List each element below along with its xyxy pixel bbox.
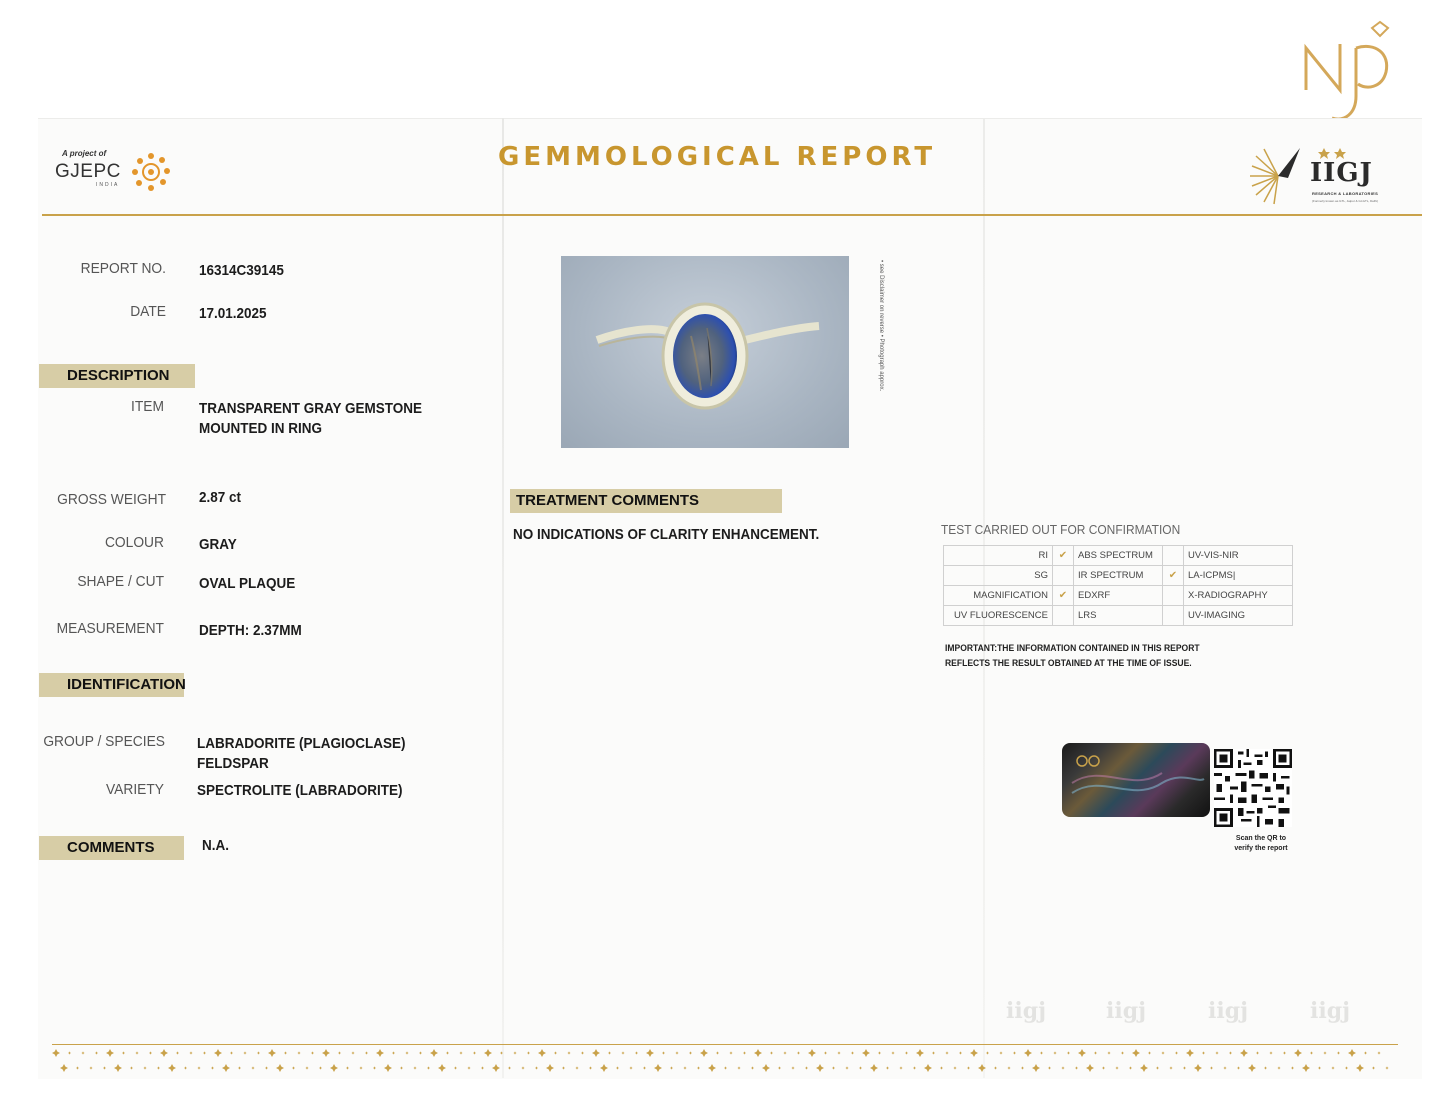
star-ornament [616, 1066, 619, 1069]
star-ornament [1202, 1051, 1205, 1054]
tests-row [944, 566, 1293, 586]
star-ornament [1372, 1066, 1375, 1069]
star-ornament [646, 1049, 654, 1057]
star-ornament [500, 1051, 503, 1054]
star-ornament [967, 1066, 970, 1069]
star-ornament [899, 1066, 902, 1069]
gjepc-project-text: A project of [62, 149, 107, 158]
star-ornament [481, 1066, 484, 1069]
star-ornament [311, 1051, 314, 1054]
star-ornament [1156, 1066, 1159, 1069]
star-ornament [1075, 1066, 1078, 1069]
star-ornament [851, 1051, 854, 1054]
star-ornament [438, 1064, 446, 1072]
gjepc-sun-icon [131, 152, 171, 192]
star-ornament [1129, 1066, 1132, 1069]
star-ornament [103, 1066, 106, 1069]
star-ornament [1229, 1051, 1232, 1054]
star-ornament [1377, 1051, 1380, 1054]
star-ornament [729, 1051, 732, 1054]
test-name: UV FLUORESCENCE [944, 606, 1053, 626]
star-ornament [1102, 1066, 1105, 1069]
star-ornament [330, 1064, 338, 1072]
star-ornament [567, 1051, 570, 1054]
test-name: ABS SPECTRUM [1074, 546, 1163, 566]
report-title: GEMMOLOGICAL REPORT [498, 142, 937, 172]
star-ornament [1078, 1049, 1086, 1057]
colour-value: GRAY [199, 536, 237, 553]
star-ornament [1283, 1051, 1286, 1054]
identification-heading: IDENTIFICATION [39, 673, 184, 697]
star-ornament [292, 1066, 295, 1069]
star-ornament [160, 1049, 168, 1057]
star-ornament [1086, 1064, 1094, 1072]
star-ornament [1302, 1064, 1310, 1072]
star-ornament [189, 1051, 192, 1054]
star-ornament [527, 1051, 530, 1054]
tests-title: TEST CARRIED OUT FOR CONFIRMATION [941, 522, 1181, 537]
star-ornament [737, 1066, 740, 1069]
iigj-logo-text: IIGJ [1310, 158, 1373, 188]
test-name: IR SPECTRUM [1074, 566, 1163, 586]
star-ornament [554, 1051, 557, 1054]
empty-check-cell [1163, 586, 1184, 606]
star-ornament [238, 1066, 241, 1069]
star-ornament [1194, 1064, 1202, 1072]
star-ornament [697, 1066, 700, 1069]
star-ornament [1364, 1051, 1367, 1054]
star-ornament [608, 1051, 611, 1054]
star-ornament [1323, 1051, 1326, 1054]
fold-line [502, 118, 504, 1078]
group-species-label: GROUP / SPECIES [43, 733, 165, 750]
star-ornament [945, 1051, 948, 1054]
star-ornament [419, 1051, 422, 1054]
star-ornament [1337, 1051, 1340, 1054]
colour-label: COLOUR [104, 534, 164, 551]
star-ornament [492, 1064, 500, 1072]
star-ornament [1121, 1051, 1124, 1054]
star-ornament [484, 1049, 492, 1057]
star-ornament [791, 1066, 794, 1069]
star-ornament [970, 1049, 978, 1057]
star-ornament [1007, 1066, 1010, 1069]
star-ornament [276, 1064, 284, 1072]
star-ornament [1186, 1049, 1194, 1057]
qr-scan-caption [1226, 834, 1296, 854]
star-ornament [600, 1064, 608, 1072]
star-ornament [1294, 1049, 1302, 1057]
star-ornament [940, 1066, 943, 1069]
test-name: UV-VIS-NIR [1184, 546, 1293, 566]
star-ornament [251, 1066, 254, 1069]
star-ornament [60, 1064, 68, 1072]
star-ornament [319, 1066, 322, 1069]
star-ornament [837, 1051, 840, 1054]
star-ornament [1310, 1051, 1313, 1054]
qr-scan-line2: verify the report [1234, 845, 1288, 852]
check-icon: ✔ [1053, 546, 1074, 566]
star-ornament [654, 1064, 662, 1072]
star-ornament [346, 1066, 349, 1069]
star-ornament [1248, 1064, 1256, 1072]
test-name: MAGNIFICATION [944, 586, 1053, 606]
star-ornament [629, 1066, 632, 1069]
star-ornament [592, 1049, 600, 1057]
star-ornament [89, 1066, 92, 1069]
star-ornament [1183, 1066, 1186, 1069]
photo-disclaimer: • see Disclaimer on reverse • Photograph approx. [878, 260, 884, 392]
star-ornament [1040, 1051, 1043, 1054]
description-heading: DESCRIPTION [39, 364, 195, 388]
qr-code[interactable] [1214, 749, 1292, 827]
comments-value: N.A. [202, 837, 229, 854]
star-ornament [978, 1064, 986, 1072]
empty-check-cell [1163, 546, 1184, 566]
star-ornament [662, 1051, 665, 1054]
star-ornament [670, 1066, 673, 1069]
star-ornament [1148, 1051, 1151, 1054]
test-name: LRS [1074, 606, 1163, 626]
star-ornament [1318, 1066, 1321, 1069]
star-ornament [1169, 1066, 1172, 1069]
star-ornament [473, 1051, 476, 1054]
star-ornament [168, 1064, 176, 1072]
star-ornament [916, 1049, 924, 1057]
important-note [945, 641, 1242, 671]
hologram-sticker [1062, 743, 1210, 817]
star-ornament [1032, 1064, 1040, 1072]
star-ornament [1356, 1064, 1364, 1072]
tests-row [944, 586, 1293, 606]
star-ornament [284, 1051, 287, 1054]
star-ornament [1215, 1051, 1218, 1054]
star-ornament [122, 1051, 125, 1054]
star-ornament [824, 1051, 827, 1054]
star-ornament [1291, 1066, 1294, 1069]
header-divider [42, 214, 1422, 216]
star-ornament [1053, 1051, 1056, 1054]
star-ornament [197, 1066, 200, 1069]
star-ornament [130, 1066, 133, 1069]
star-ornament [538, 1049, 546, 1057]
star-ornament [905, 1051, 908, 1054]
report-no-label: REPORT NO. [80, 260, 166, 277]
date-value: 17.01.2025 [199, 305, 267, 322]
star-ornament [986, 1051, 989, 1054]
star-ornament [805, 1066, 808, 1069]
star-ornament [878, 1051, 881, 1054]
star-ornament [581, 1051, 584, 1054]
star-ornament [143, 1066, 146, 1069]
qr-scan-line1: Scan the QR to [1235, 835, 1287, 842]
star-ornament [1048, 1066, 1051, 1069]
test-name: RI [944, 546, 1053, 566]
star-ornament [1094, 1051, 1097, 1054]
star-ornament [1115, 1066, 1118, 1069]
star-ornament [891, 1051, 894, 1054]
tests-table [943, 545, 1293, 626]
star-ornament [376, 1049, 384, 1057]
shape-cut-label: SHAPE / CUT [77, 573, 164, 590]
test-name: EDXRF [1074, 586, 1163, 606]
star-ornament [778, 1066, 781, 1069]
star-ornament [589, 1066, 592, 1069]
group-species-value-line2: FELDSPAR [197, 755, 269, 772]
star-ornament [351, 1051, 354, 1054]
star-ornament [52, 1049, 60, 1057]
variety-value: SPECTROLITE (LABRADORITE) [197, 782, 403, 799]
star-ornament [808, 1049, 816, 1057]
star-ornament [959, 1051, 962, 1054]
star-ornament [257, 1051, 260, 1054]
star-ornament [999, 1051, 1002, 1054]
star-ornament [373, 1066, 376, 1069]
star-ornament [683, 1066, 686, 1069]
star-ornament [114, 1064, 122, 1072]
star-ornament [675, 1051, 678, 1054]
star-ornament [562, 1066, 565, 1069]
star-ornament [365, 1051, 368, 1054]
star-ornament [521, 1066, 524, 1069]
empty-check-cell [1053, 606, 1074, 626]
star-ornament [384, 1064, 392, 1072]
iigj-watermark: iigj [1006, 998, 1047, 1024]
iigj-watermark: iigj [1310, 998, 1351, 1024]
star-ornament [1024, 1049, 1032, 1057]
iigj-subtitle: RESEARCH & LABORATORIES [1312, 191, 1379, 196]
star-ornament [1107, 1051, 1110, 1054]
star-ornament [832, 1066, 835, 1069]
star-ornament [268, 1049, 276, 1057]
star-ornament [95, 1051, 98, 1054]
star-ornament [106, 1049, 114, 1057]
star-ornament [1269, 1051, 1272, 1054]
star-ornament [1067, 1051, 1070, 1054]
star-ornament [1237, 1066, 1240, 1069]
star-ornament [1345, 1066, 1348, 1069]
iigj-watermark: iigj [1106, 998, 1147, 1024]
star-ornament [932, 1051, 935, 1054]
test-name: SG [944, 566, 1053, 586]
item-label: ITEM [131, 398, 164, 415]
gross-weight-value: 2.87 ct [199, 489, 242, 506]
star-ornament [1021, 1066, 1024, 1069]
star-ornament [621, 1051, 624, 1054]
star-ornament [689, 1051, 692, 1054]
star-ornament [454, 1066, 457, 1069]
footer-star-border [52, 1040, 1398, 1076]
star-ornament [535, 1066, 538, 1069]
star-ornament [546, 1064, 554, 1072]
star-ornament [413, 1066, 416, 1069]
star-ornament [716, 1051, 719, 1054]
star-ornament [1385, 1066, 1388, 1069]
test-name: UV-IMAGING [1184, 606, 1293, 626]
check-icon: ✔ [1163, 566, 1184, 586]
date-label: DATE [130, 303, 166, 320]
star-ornament [862, 1049, 870, 1057]
comments-heading: COMMENTS [39, 836, 184, 860]
star-ornament [149, 1051, 152, 1054]
star-ornament [770, 1051, 773, 1054]
star-ornament [81, 1051, 84, 1054]
group-species-value-line1: LABRADORITE (PLAGIOCLASE) [197, 735, 406, 752]
star-ornament [1210, 1066, 1213, 1069]
star-ornament [994, 1066, 997, 1069]
star-ornament [1140, 1064, 1148, 1072]
star-ornament [211, 1066, 214, 1069]
treatment-comments-value: NO INDICATIONS OF CLARITY ENHANCEMENT. [513, 526, 820, 543]
nj-brand-logo [1296, 18, 1400, 130]
star-ornament [230, 1051, 233, 1054]
star-ornament [816, 1064, 824, 1072]
star-ornament [446, 1051, 449, 1054]
star-ornament [751, 1066, 754, 1069]
tests-row [944, 546, 1293, 566]
gjepc-logo-text: GJEPC [55, 161, 121, 182]
star-ornament [392, 1051, 395, 1054]
star-ornament [708, 1064, 716, 1072]
star-ornament [1264, 1066, 1267, 1069]
star-ornament [243, 1051, 246, 1054]
star-ornament [135, 1051, 138, 1054]
variety-label: VARIETY [105, 781, 164, 798]
star-ornament [214, 1049, 222, 1057]
star-ornament [322, 1049, 330, 1057]
star-ornament [743, 1051, 746, 1054]
star-ornament [643, 1066, 646, 1069]
star-ornament [1061, 1066, 1064, 1069]
star-ornament [1331, 1066, 1334, 1069]
star-ornament [508, 1066, 511, 1069]
star-ornament [265, 1066, 268, 1069]
star-ornament [1013, 1051, 1016, 1054]
important-text: THE INFORMATION CONTAINED IN THIS REPORT REFLECTS THE RESULT OBTAINED AT THE TIME OF ISSUE. [945, 643, 1200, 669]
star-ornament [184, 1066, 187, 1069]
star-ornament [845, 1066, 848, 1069]
star-ornament [924, 1064, 932, 1072]
star-ornament [203, 1051, 206, 1054]
star-ornament [1161, 1051, 1164, 1054]
test-name: X-RADIOGRAPHY [1184, 586, 1293, 606]
item-value-line2: MOUNTED IN RING [199, 420, 323, 437]
check-icon: ✔ [1053, 586, 1074, 606]
star-ornament [700, 1049, 708, 1057]
item-value-line1: TRANSPARENT GRAY GEMSTONE [199, 400, 423, 417]
star-ornament [459, 1051, 462, 1054]
measurement-value: DEPTH: 2.37MM [199, 622, 302, 639]
gjepc-country: INDIA [96, 182, 120, 188]
star-ornament [762, 1064, 770, 1072]
important-prefix: IMPORTANT: [945, 643, 998, 654]
star-ornament [635, 1051, 638, 1054]
star-ornament [913, 1066, 916, 1069]
star-ornament [724, 1066, 727, 1069]
star-ornament [1223, 1066, 1226, 1069]
star-ornament [467, 1066, 470, 1069]
star-ornament [68, 1051, 71, 1054]
empty-check-cell [1053, 566, 1074, 586]
star-ornament [1132, 1049, 1140, 1057]
empty-check-cell [1163, 606, 1184, 626]
tests-row [944, 606, 1293, 626]
star-ornament [297, 1051, 300, 1054]
star-ornament [870, 1064, 878, 1072]
star-ornament [575, 1066, 578, 1069]
star-ornament [513, 1051, 516, 1054]
star-ornament [222, 1064, 230, 1072]
iigj-subtitle-note: (Formerly known as GTL, Jaipur & GI-GTL, Delhi) [1312, 199, 1379, 203]
star-ornament [1240, 1049, 1248, 1057]
star-ornament [338, 1051, 341, 1054]
gross-weight-label: GROSS WEIGHT [57, 491, 167, 508]
star-ornament [1175, 1051, 1178, 1054]
star-ornament [754, 1049, 762, 1057]
measurement-label: MEASUREMENT [56, 620, 164, 637]
star-ornament [76, 1066, 79, 1069]
star-ornament [400, 1066, 403, 1069]
star-ornament [797, 1051, 800, 1054]
shape-cut-value: OVAL PLAQUE [199, 575, 296, 592]
treatment-comments-heading: TREATMENT COMMENTS [510, 489, 782, 513]
gemstone-ring-photo [561, 256, 849, 448]
star-ornament [953, 1066, 956, 1069]
star-ornament [427, 1066, 430, 1069]
star-ornament [359, 1066, 362, 1069]
star-ornament [783, 1051, 786, 1054]
iigj-watermark: iigj [1208, 998, 1249, 1024]
star-ornament [157, 1066, 160, 1069]
star-ornament [1277, 1066, 1280, 1069]
star-ornament [305, 1066, 308, 1069]
star-ornament [1348, 1049, 1356, 1057]
star-ornament [1256, 1051, 1259, 1054]
star-ornament [859, 1066, 862, 1069]
star-ornament [430, 1049, 438, 1057]
test-name: LA-ICPMS| [1184, 566, 1293, 586]
star-ornament [176, 1051, 179, 1054]
star-ornament [886, 1066, 889, 1069]
report-no-value: 16314C39145 [199, 262, 284, 279]
star-ornament [405, 1051, 408, 1054]
